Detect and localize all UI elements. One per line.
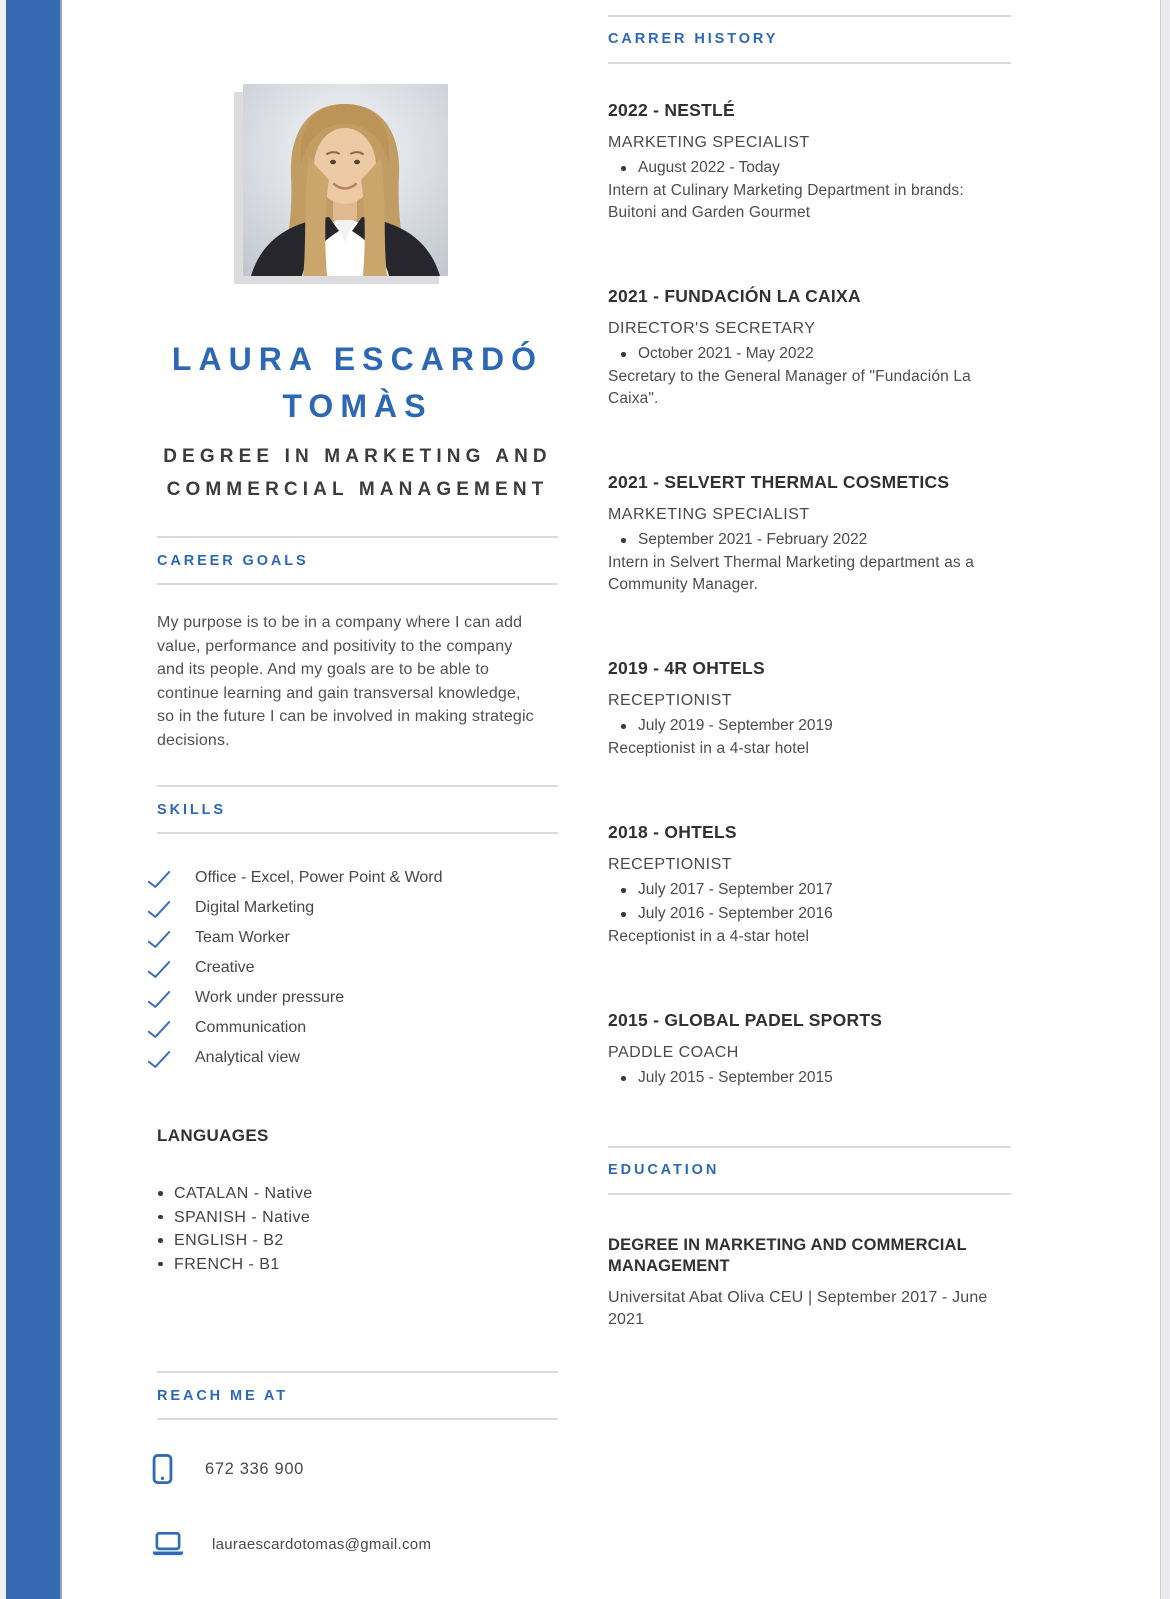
job-entry [608, 1010, 1011, 1090]
language-item: ENGLISH - B2 [157, 1229, 558, 1253]
email-row [157, 1532, 558, 1556]
career-history-list [608, 100, 1011, 1090]
right-column [608, 0, 1011, 1331]
career-goals-heading: CAREER GOALS [157, 553, 309, 569]
job-role: MARKETING SPECIALIST [608, 134, 810, 151]
skill-label: Team Worker [195, 929, 290, 946]
languages-list [157, 1182, 558, 1276]
divider [608, 1193, 1011, 1195]
check-icon [147, 1020, 171, 1039]
page-right-edge [1160, 0, 1170, 1599]
job-company: 2021 - FUNDACIÓN LA CAIXA [608, 286, 861, 306]
skills-heading: SKILLS [157, 802, 226, 818]
job-period: July 2016 - September 2016 [608, 902, 1011, 926]
smartphone-icon [152, 1454, 173, 1484]
job-period: July 2015 - September 2015 [608, 1066, 1011, 1090]
job-company: 2022 - NESTLÉ [608, 100, 735, 120]
education-school-line: Universitat Abat Oliva CEU | September 2017 - June 2021 [608, 1289, 988, 1328]
job-period: September 2021 - February 2022 [608, 528, 1011, 552]
skill-item [147, 1048, 558, 1078]
check-icon [147, 930, 171, 949]
job-period: August 2022 - Today [608, 156, 1011, 180]
skill-item [147, 988, 558, 1018]
divider [157, 583, 558, 585]
divider [157, 832, 558, 834]
job-role: DIRECTOR'S SECRETARY [608, 320, 816, 337]
job-description: Intern in Selvert Thermal Marketing department as a Community Manager. [608, 554, 975, 593]
career-goals-text: My purpose is to be in a company where I can add value, performance and positivity to the company and its people. And my goals are to be able to continue learning and gain transversal knowledge, so in the future I can be involved in making strategic decisions. [157, 614, 534, 749]
skill-item [147, 958, 558, 988]
skill-item [147, 898, 558, 928]
job-company: 2018 - OHTELS [608, 822, 737, 842]
job-company: 2019 - 4R OHTELS [608, 658, 765, 678]
skill-item [147, 1018, 558, 1048]
divider [157, 1418, 558, 1420]
divider [157, 536, 558, 538]
job-entry [608, 286, 1011, 410]
check-icon [147, 870, 171, 889]
skill-label: Analytical view [195, 1049, 300, 1066]
job-company: 2021 - SELVERT THERMAL COSMETICS [608, 472, 950, 492]
check-icon [147, 900, 171, 919]
languages-heading: LANGUAGES [157, 1126, 269, 1145]
divider [608, 62, 1011, 64]
job-role: RECEPTIONIST [608, 856, 732, 873]
job-role: MARKETING SPECIALIST [608, 506, 810, 523]
job-role: RECEPTIONIST [608, 692, 732, 709]
laptop-icon [152, 1532, 184, 1556]
phone-row [157, 1454, 558, 1484]
reach-me-heading: REACH ME AT [157, 1388, 288, 1404]
job-entry [608, 822, 1011, 948]
portrait-illustration [243, 84, 448, 276]
skill-label: Creative [195, 959, 255, 976]
check-icon [147, 990, 171, 1009]
language-item: SPANISH - Native [157, 1206, 558, 1230]
candidate-name: LAURA ESCARDÓ TOMÀS [171, 341, 544, 424]
job-role: PADDLE COACH [608, 1044, 739, 1061]
job-description: Intern at Culinary Marketing Department in brands: Buitoni and Garden Gourmet [608, 182, 964, 221]
job-periods [608, 156, 1011, 180]
job-entry [608, 658, 1011, 760]
accent-sidebar [6, 0, 62, 1599]
check-icon [147, 960, 171, 979]
job-company: 2015 - GLOBAL PADEL SPORTS [608, 1010, 883, 1030]
phone-number: 672 336 900 [205, 1459, 305, 1478]
job-period: July 2019 - September 2019 [608, 714, 1011, 738]
candidate-degree: DEGREE IN MARKETING AND COMMERCIAL MANAGEMENT [163, 446, 552, 500]
divider [157, 1371, 558, 1373]
job-periods [608, 714, 1011, 738]
language-item: FRENCH - B1 [157, 1253, 558, 1277]
skills-list [147, 868, 558, 1078]
check-icon [147, 1050, 171, 1069]
skill-label: Work under pressure [195, 989, 345, 1006]
skill-label: Office - Excel, Power Point & Word [195, 869, 443, 886]
left-column [157, 0, 558, 1556]
email-address: lauraescardotomas@gmail.com [212, 1535, 432, 1553]
language-item: CATALAN - Native [157, 1182, 558, 1206]
job-description: Receptionist in a 4-star hotel [608, 928, 810, 945]
profile-photo [243, 84, 448, 276]
job-periods [608, 528, 1011, 552]
skill-item [147, 868, 558, 898]
job-periods [608, 878, 1011, 926]
job-entry [608, 472, 1011, 596]
job-periods [608, 342, 1011, 366]
job-description: Receptionist in a 4-star hotel [608, 740, 810, 757]
job-description: Secretary to the General Manager of "Fundación La Caixa". [608, 368, 971, 407]
skill-label: Digital Marketing [195, 899, 315, 916]
job-period: October 2021 - May 2022 [608, 342, 1011, 366]
skill-label: Communication [195, 1019, 307, 1036]
career-history-heading: CARRER HISTORY [608, 31, 779, 47]
education-degree-title: DEGREE IN MARKETING AND COMMERCIAL MANAGEMENT [608, 1236, 967, 1275]
divider [157, 785, 558, 787]
divider [608, 15, 1011, 17]
job-period: July 2017 - September 2017 [608, 878, 1011, 902]
education-heading: EDUCATION [608, 1162, 720, 1178]
job-periods [608, 1066, 1011, 1090]
job-entry [608, 100, 1011, 224]
divider [608, 1146, 1011, 1148]
skill-item [147, 928, 558, 958]
